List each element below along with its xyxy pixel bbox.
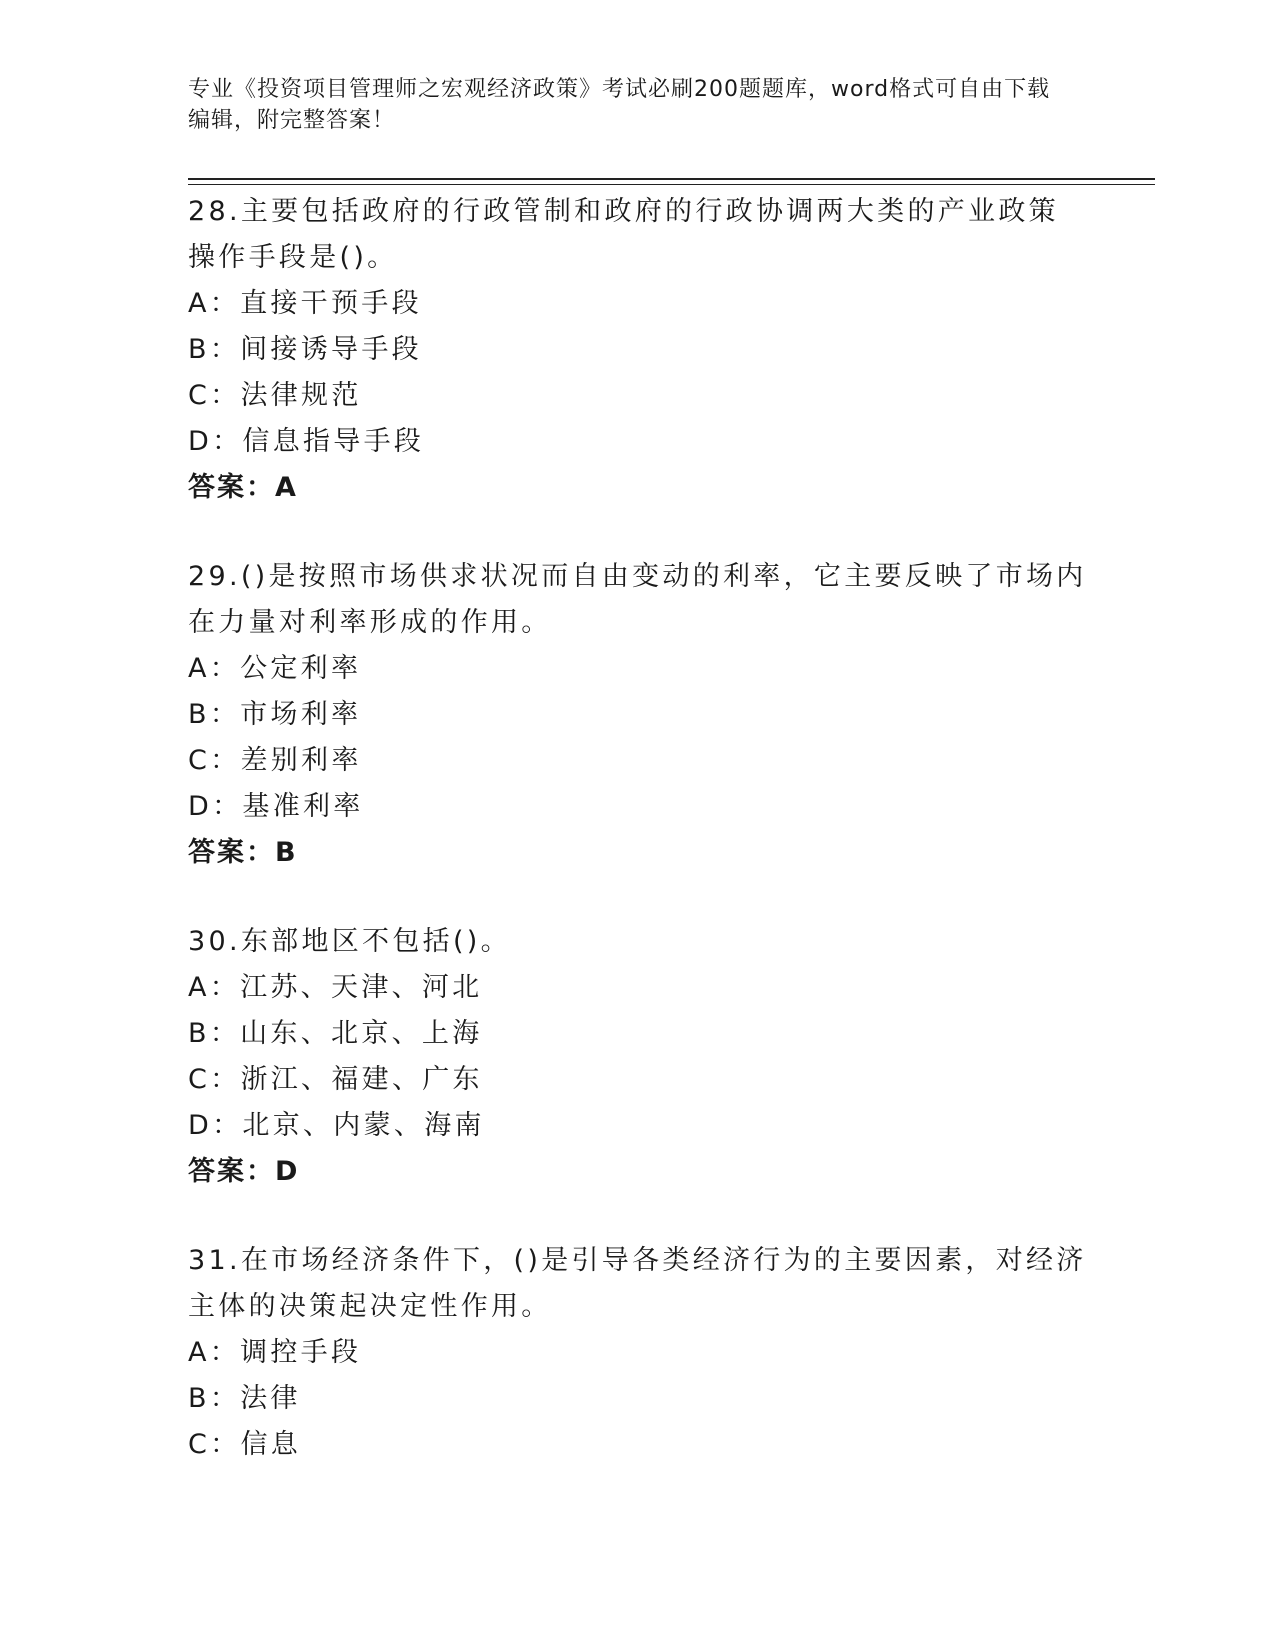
option-a: A：直接干预手段 [188, 288, 422, 319]
option-a: A：江苏、天津、河北 [188, 972, 483, 1003]
option-b: B：市场利率 [188, 699, 362, 730]
option-b: B：间接诱导手段 [188, 334, 422, 365]
header-rule-thick [188, 178, 1155, 180]
option-d: D：基准利率 [188, 791, 364, 822]
option-d: D：北京、内蒙、海南 [188, 1110, 485, 1141]
option-c: C：浙江、福建、广东 [188, 1064, 483, 1095]
question-30 [188, 919, 1088, 1195]
answer-line: 答案：B [188, 837, 298, 868]
option-b: B：法律 [188, 1383, 301, 1414]
option-c: C：法律规范 [188, 380, 362, 411]
question-31 [188, 1238, 1088, 1468]
option-a: A：调控手段 [188, 1337, 362, 1368]
option-c: C：差别利率 [188, 745, 362, 776]
header-rule-thin [188, 184, 1155, 185]
question-stem: 29.()是按照市场供求状况而自由变动的利率，它主要反映了市场内在力量对利率形成的作用。 [188, 561, 1087, 638]
question-stem: 31.在市场经济条件下，()是引导各类经济行为的主要因素，对经济主体的决策起决定性作用。 [188, 1245, 1087, 1322]
question-stem: 30.东部地区不包括()。 [188, 926, 511, 957]
document-header: 专业《投资项目管理师之宏观经济政策》考试必刷200题题库，word格式可自由下载编辑，附完整答案！ [188, 77, 1051, 133]
question-29 [188, 554, 1088, 876]
option-c: C：信息 [188, 1429, 302, 1460]
option-b: B：山东、北京、上海 [188, 1018, 483, 1049]
question-stem: 28.主要包括政府的行政管制和政府的行政协调两大类的产业政策操作手段是()。 [188, 196, 1059, 273]
option-d: D：信息指导手段 [188, 426, 425, 457]
answer-line: 答案：D [188, 1156, 300, 1187]
question-28 [188, 189, 1088, 511]
option-a: A：公定利率 [188, 653, 362, 684]
answer-line: 答案：A [188, 472, 298, 503]
